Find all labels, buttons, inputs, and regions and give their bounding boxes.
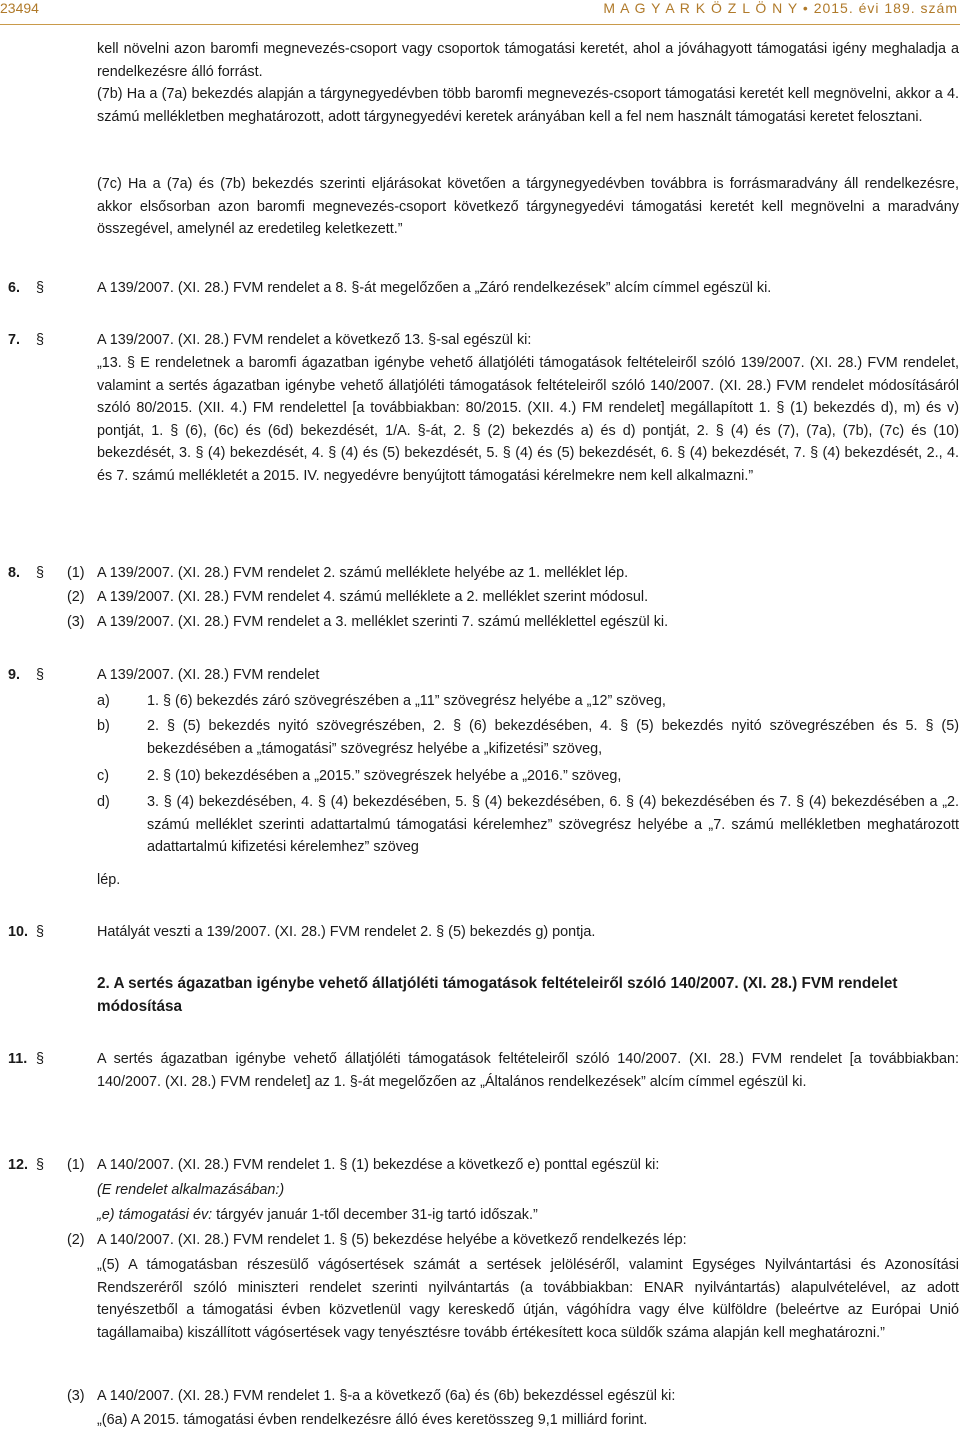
- quote-term: „e) támogatási év:: [97, 1207, 213, 1223]
- section-9-number: 9.: [8, 667, 21, 683]
- section-9-intro: A 139/2007. (XI. 28.) FVM rendelet: [97, 667, 320, 683]
- section-8-item-text: A 139/2007. (XI. 28.) FVM rendelet a 3. melléklet szerinti 7. számú melléklettel egészül ki.: [97, 614, 669, 630]
- section-9-point-letter: b): [97, 718, 110, 734]
- section-6-text: A 139/2007. (XI. 28.) FVM rendelet a 8. §-át megelőzően a „Záró rendelkezések” alcím címmel egészül ki.: [97, 280, 772, 296]
- section-9-point-text: 2. § (5) bekezdés nyitó szövegrészében, 2. § (6) bekezdésében, 4. § (5) bekezdés nyitó szövegrészében és 5. § (5) bekezdésében a „támogatási” szövegrész helyébe a „kifizetési” szöveg,: [147, 718, 959, 757]
- section-9-point-letter: d): [97, 794, 110, 810]
- section-12-item-text: A 140/2007. (XI. 28.) FVM rendelet 1. § (1) bekezdése a következő e) ponttal egészül ki:: [97, 1157, 660, 1173]
- section-7-quote: „13. § E rendeletnek a baromfi ágazatban igénybe vehető állatjóléti támogatások feltételeiről szóló 139/2007. (XI. 28.) FVM rendelet, valamint a sertés ágazatban igénybe vehető állatjóléti támogatások feltételeiről szóló 140/2007. (XI. 28.) FVM rendelet módosításáról szóló 80/2015. (XII. 4.) FM rendelettel [a továbbiakban: 80/2015. (XII. 4.) FM rendelet] megállapított 1. § (1) bekezdés d), m) és v) pontját, 1. § (6), (6c) és (6d) bekezdését, 1/A. §-át, 2. § (2) bekezdés a) és d) pontját, 2. § (4) és (7), (7a), (7b), (7c) és (10) bekezdését, 3. § (4) bekezdését, 4. § (4) és (5) bekezdését, 5. § (4) és (5) bekezdését, 6. § (4) bekezdését, 7. § (4) bekezdését, 2., 4. és 7. számú mellékletét a 2015. IV. negyedévre benyújtott támogatási kérelmekre nem kell alkalmazni.”: [97, 355, 959, 484]
- section-8-item-number: (3): [67, 614, 85, 630]
- section-sign: §: [36, 565, 45, 581]
- section-sign: §: [36, 332, 45, 348]
- section-9-point-letter: a): [97, 693, 110, 709]
- section-9-point-text: 3. § (4) bekezdésében, 4. § (4) bekezdésében, 5. § (4) bekezdésében, 6. § (4) bekezdésében és 7. § (4) bekezdésében a „2. számú melléklet szerinti adattartalmú támogatási kérelemhez” szövegrész helyébe a „7. számú mellékletben meghatározott adattartalmú kifizetési kérelemhez” szöveg: [147, 794, 959, 855]
- section-11-number: 11.: [8, 1051, 28, 1067]
- section-10-number: 10.: [8, 924, 29, 940]
- page-header: [0, 0, 960, 24]
- section-9-point-text: 1. § (6) bekezdés záró szövegrészében a „11” szövegrész helyébe a „12” szöveg,: [147, 693, 666, 709]
- paragraph-continuation: kell növelni azon baromfi megnevezés-csoport vagy csoportok támogatási keretét, ahol a jóváhagyott támogatási igény meghaladja a rendelkezésre álló forrást.: [97, 41, 959, 80]
- section-12-quote-5: „(5) A támogatásban részesülő vágósertések számát a sertések jelöléséről, valamint Egységes Nyilvántartási és Azonosítási Rendszeréről szóló miniszteri rendelet szerinti nyilvántartás (a továbbiakban: ENAR nyilvántartás) alapulvételével, az adott tenyészetből a támogatási évben közvetlenül vagy kereskedő útján, vágóhídra vagy élve külföldre (beleértve az Európai Unió tagállamaiba) kiszállított vágósertések vagy tenyésztésre tovább értékesített koca süldők száma alapján kell meghatározni.”: [97, 1257, 959, 1341]
- section-8-item-number: (1): [67, 565, 85, 581]
- section-7-text: A 139/2007. (XI. 28.) FVM rendelet a következő 13. §-sal egészül ki:: [97, 332, 532, 348]
- section-sign: §: [36, 1157, 45, 1173]
- header-divider: [0, 24, 960, 25]
- section-9-point-letter: c): [97, 768, 109, 784]
- paragraph-7b: (7b) Ha a (7a) bekezdés alapján a tárgynegyedévben több baromfi megnevezés-csoport támogatási keretét kell megnövelni, akkor a 4. számú mellékletben meghatározott, adott tárgynegyedévi keretek arányában kell a fel nem használt támogatási keretet felosztani.: [97, 86, 959, 125]
- section-12-item-number: (2): [67, 1232, 85, 1248]
- section-12-item-text: A 140/2007. (XI. 28.) FVM rendelet 1. § (5) bekezdése helyébe a következő rendelkezés lép:: [97, 1232, 687, 1248]
- section-10-text: Hatályát veszti a 139/2007. (XI. 28.) FVM rendelet 2. § (5) bekezdés g) pontja.: [97, 924, 596, 940]
- section-9-point-text: 2. § (10) bekezdésében a „2015.” szövegrészek helyébe a „2016.” szöveg,: [147, 768, 622, 784]
- journal-title: M A G Y A R K Ö Z L Ö N Y • 2015. évi 189. szám: [603, 0, 958, 16]
- section-8-item-text: A 139/2007. (XI. 28.) FVM rendelet 2. számú melléklete helyébe az 1. melléklet lép.: [97, 565, 629, 581]
- section-12-quote-6a: „(6a) A 2015. támogatási évben rendelkezésre álló éves keretösszeg 9,1 milliárd forint.: [97, 1412, 648, 1428]
- section-sign: §: [36, 280, 45, 296]
- section-sign: §: [36, 1051, 45, 1067]
- section-12-number: 12.: [8, 1157, 29, 1173]
- section-12-item-text: A 140/2007. (XI. 28.) FVM rendelet 1. §-a a következő (6a) és (6b) bekezdéssel egészül ki:: [97, 1388, 676, 1404]
- section-6-number: 6.: [8, 280, 21, 296]
- section-sign: §: [36, 924, 45, 940]
- paragraph-7c: (7c) Ha a (7a) és (7b) bekezdés szerinti eljárásokat követően a tárgynegyedévben továbbra is forrásmaradvány áll rendelkezésre, akkor elsősorban azon baromfi megnevezés-csoport következő tárgynegyedévi támogatási keretét kell megnövelni a maradvány összegével, amelynél az eredetileg keletkezett.”: [97, 176, 959, 237]
- quote-definition: tárgyév január 1-től december 31-ig tartó időszak.”: [212, 1207, 538, 1223]
- section-7-number: 7.: [8, 332, 21, 348]
- chapter-heading: 2. A sertés ágazatban igénybe vehető állatjóléti támogatások feltételeiről szóló 140/2007. (XI. 28.) FVM rendelet módosítása: [97, 975, 898, 1015]
- section-12-item-number: (3): [67, 1388, 85, 1404]
- section-8-number: 8.: [8, 565, 21, 581]
- section-12-context-line: (E rendelet alkalmazásában:): [97, 1182, 285, 1198]
- section-11-text: A sertés ágazatban igénybe vehető állatjóléti támogatások feltételeiről szóló 140/2007. (XI. 28.) FVM rendelet [a továbbiakban: 140/2007. (XI. 28.) FVM rendelet] az 1. §-át megelőzően az „Általános rendelkezések” alcím címmel egészül ki.: [97, 1051, 959, 1090]
- section-8-item-text: A 139/2007. (XI. 28.) FVM rendelet 4. számú melléklete a 2. melléklet szerint módosul.: [97, 589, 649, 605]
- section-8-item-number: (2): [67, 589, 85, 605]
- section-12-quote-e: [97, 1204, 959, 1227]
- page-number: 23494: [0, 0, 39, 16]
- section-9-closing: lép.: [97, 872, 121, 888]
- section-sign: §: [36, 667, 45, 683]
- section-12-item-number: (1): [67, 1157, 85, 1173]
